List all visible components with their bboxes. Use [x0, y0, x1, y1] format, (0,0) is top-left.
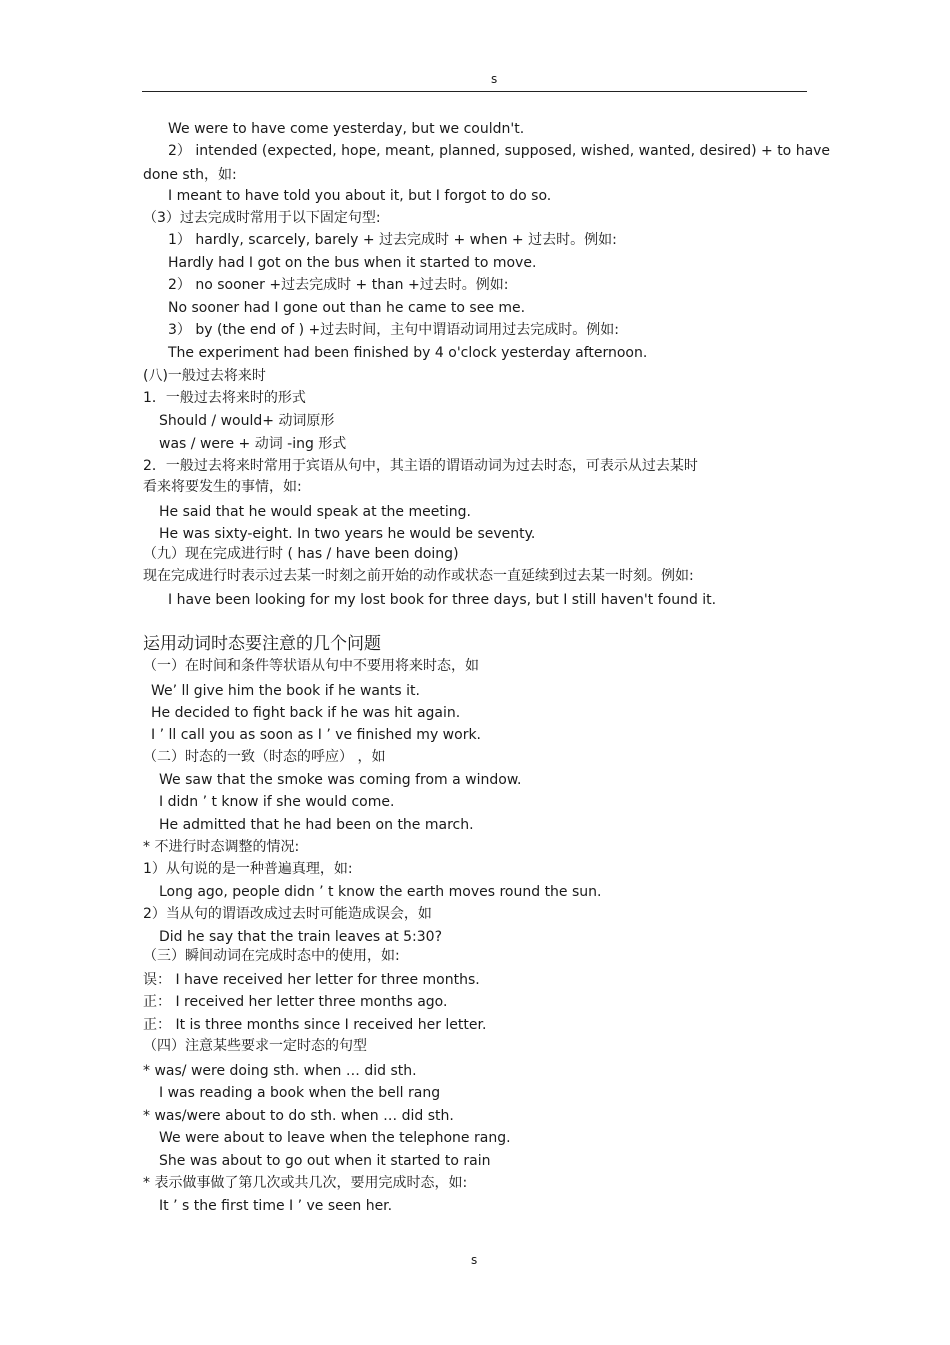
text-line: * was/were about to do sth. when … did sth. [143, 1108, 454, 1124]
text-line: （3）过去完成时常用于以下固定句型: [143, 210, 381, 226]
section-heading: （三）瞬间动词在完成时态中的使用，如: [143, 948, 400, 964]
section-heading: （九）现在完成进行时 ( has / have been doing) [143, 546, 459, 562]
text-line: 2）当从句的谓语改成过去时可能造成误会，如 [143, 906, 432, 922]
text-line: * 不进行时态调整的情况: [143, 839, 300, 855]
page-header-mark: s [491, 72, 498, 86]
text-line: 2） intended (expected, hope, meant, planned, supposed, wished, wanted, desired) + to have [168, 143, 831, 159]
text-line: He admitted that he had been on the march. [159, 817, 474, 833]
text-line: He said that he would speak at the meeting. [159, 504, 471, 520]
text-line: No sooner had I gone out than he came to see me. [168, 300, 526, 316]
text-line: 正： It is three months since I received her letter. [143, 1017, 487, 1033]
text-line: He was sixty-eight. In two years he would be seventy. [159, 526, 536, 542]
text-line: 看来将要发生的事情，如: [143, 479, 302, 495]
text-line: 正： I received her letter three months ago. [143, 994, 448, 1010]
text-line: 现在完成进行时表示过去某一时刻之前开始的动作或状态一直延续到过去某一时刻。例如: [143, 568, 694, 584]
text-line: was / were + 动词 -ing 形式 [159, 436, 347, 452]
text-line: I have been looking for my lost book for three days, but I still haven't found it. [168, 592, 717, 608]
text-line: Should / would+ 动词原形 [159, 413, 335, 429]
text-line: 1） hardly, scarcely, barely + 过去完成时 + when + 过去时。例如: [168, 232, 617, 248]
text-line: Hardly had I got on the bus when it started to move. [168, 255, 537, 271]
section-heading: （二）时态的一致（时态的呼应） ，如 [143, 749, 386, 765]
section-title: 运用动词时态要注意的几个问题 [143, 634, 381, 654]
text-line: * was/ were doing sth. when … did sth. [143, 1063, 417, 1079]
text-line: Long ago, people didn ’ t know the earth moves round the sun. [159, 884, 602, 900]
text-line: We were to have come yesterday, but we couldn't. [168, 121, 525, 137]
text-line: We saw that the smoke was coming from a window. [159, 772, 522, 788]
text-line: I ’ ll call you as soon as I ’ ve finished my work. [151, 727, 482, 743]
text-line: * 表示做事做了第几次或共几次，要用完成时态，如: [143, 1175, 468, 1191]
text-line: 2） no sooner +过去完成时 + than +过去时。例如: [168, 277, 509, 293]
text-line: The experiment had been finished by 4 o'clock yesterday afternoon. [168, 345, 648, 361]
text-line: 2．一般过去将来时常用于宾语从句中，其主语的谓语动词为过去时态，可表示从过去某时 [143, 458, 698, 474]
text-line: We were about to leave when the telephone rang. [159, 1130, 511, 1146]
text-line: I didn ’ t know if she would come. [159, 794, 395, 810]
text-line: I was reading a book when the bell rang [159, 1085, 441, 1101]
text-line: 1．一般过去将来时的形式 [143, 390, 306, 406]
header-rule [142, 91, 807, 92]
text-line: It ’ s the first time I ’ ve seen her. [159, 1198, 393, 1214]
text-line: She was about to go out when it started to rain [159, 1153, 491, 1169]
text-line: done sth，如: [143, 167, 237, 183]
text-line: I meant to have told you about it, but I forgot to do so. [168, 188, 552, 204]
text-line: We’ ll give him the book if he wants it. [151, 683, 420, 699]
text-line: 1）从句说的是一种普遍真理，如: [143, 861, 353, 877]
text-line: 误： I have received her letter for three months. [143, 972, 480, 988]
section-heading: （四）注意某些要求一定时态的句型 [143, 1038, 367, 1054]
page-footer-mark: s [471, 1253, 478, 1267]
section-heading: (八)一般过去将来时 [143, 368, 266, 384]
text-line: 3） by (the end of ) +过去时间，主句中谓语动词用过去完成时。例如: [168, 322, 619, 338]
text-line: He decided to fight back if he was hit again. [151, 705, 461, 721]
section-heading: （一）在时间和条件等状语从句中不要用将来时态，如 [143, 658, 479, 674]
text-line: Did he say that the train leaves at 5:30? [159, 929, 443, 945]
